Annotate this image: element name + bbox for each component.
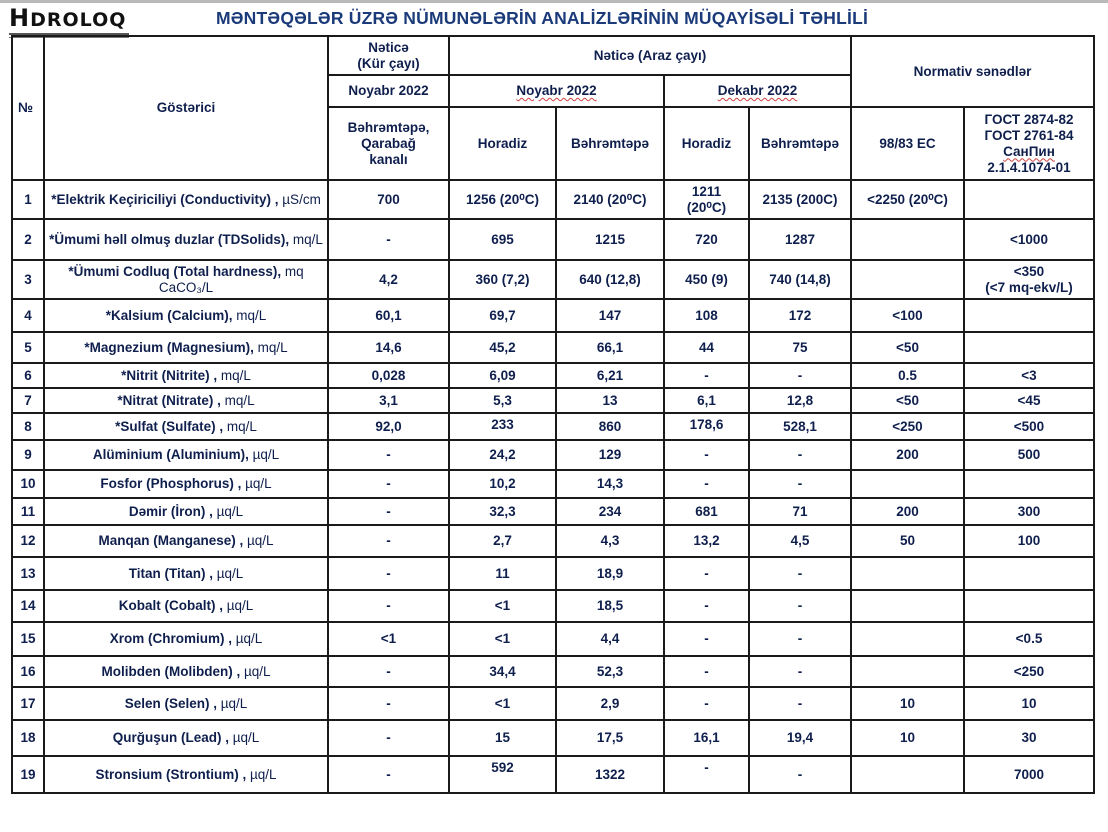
indicator-name: Kobalt (Cobalt) ,	[118, 598, 223, 613]
value-beh-dec: 4,5	[749, 525, 851, 557]
value-beh-nov: 2140 (20⁰C)	[556, 180, 664, 219]
value-ec: 10	[851, 720, 964, 756]
header-araz-nov-label: Noyabr 2022	[516, 83, 597, 98]
value-gost: <3	[964, 363, 1094, 388]
indicator-cell	[44, 590, 328, 622]
col-behramtepe-dec: Bəhrəmtəpə	[749, 107, 851, 180]
analysis-table	[11, 35, 1095, 794]
table-row	[12, 687, 1094, 720]
row-number: 13	[12, 557, 44, 590]
value-hor-nov: <1	[449, 590, 556, 622]
value-gost: <0.5	[964, 622, 1094, 656]
value-beh-dec: 19,4	[749, 720, 851, 756]
value-kur: 4,2	[328, 260, 449, 299]
value-hor-nov: 1256 (20⁰C)	[449, 180, 556, 219]
header-araz-dec-label: Dekabr 2022	[717, 83, 798, 98]
indicator-name: Dəmir (İron) ,	[128, 503, 213, 519]
table-row	[12, 590, 1094, 622]
row-number: 10	[12, 470, 44, 498]
indicator-unit: mq/L	[226, 418, 257, 434]
value-kur: -	[328, 656, 449, 687]
value-line2: (20⁰C)	[686, 199, 727, 215]
row-number: 19	[12, 756, 44, 793]
value-ec: <250	[851, 413, 964, 440]
value-hor-dec: -	[664, 622, 749, 656]
value-hor-nov: <1	[449, 622, 556, 656]
value-beh-nov: 1215	[556, 219, 664, 260]
indicator-name: *Elektrik Keçiriciliyi (Conductivity) ,	[51, 191, 279, 207]
header-kur-month: Noyabr 2022	[328, 75, 449, 107]
indicator-cell	[44, 260, 328, 299]
row-number: 14	[12, 590, 44, 622]
value-kur: 0,028	[328, 363, 449, 388]
header-kur-result-line2: (Kür çayı)	[357, 55, 420, 71]
value-gost: <45	[964, 388, 1094, 413]
value-line1: 1211	[691, 183, 722, 199]
value-kur: 3,1	[328, 388, 449, 413]
value-kur: -	[328, 557, 449, 590]
row-number: 16	[12, 656, 44, 687]
value-beh-dec: -	[749, 687, 851, 720]
header-indicator: Göstərici	[44, 36, 328, 180]
value-ec	[851, 622, 964, 656]
header-kur-result	[328, 36, 449, 75]
value-ec: 200	[851, 440, 964, 470]
indicator-unit: µq/L	[216, 565, 244, 581]
indicator-unit: µq/L	[235, 631, 263, 646]
table-row	[12, 332, 1094, 363]
row-number: 8	[12, 413, 44, 440]
value-hor-nov: 32,3	[449, 498, 556, 525]
row-number: 4	[12, 299, 44, 332]
value-ec: 0.5	[851, 363, 964, 388]
value-beh-nov: 6,21	[556, 363, 664, 388]
table-row	[12, 440, 1094, 470]
value-gost	[964, 260, 1094, 299]
value-kur: -	[328, 498, 449, 525]
value-beh-nov: 66,1	[556, 332, 664, 363]
value-gost	[964, 299, 1094, 332]
value-beh-nov: 52,3	[556, 656, 664, 687]
value-gost: 7000	[964, 756, 1094, 793]
row-number: 3	[12, 260, 44, 299]
table-row	[12, 720, 1094, 756]
table-row	[12, 219, 1094, 260]
value-beh-nov: 18,5	[556, 590, 664, 622]
value-hor-nov: 6,09	[449, 363, 556, 388]
indicator-cell	[44, 180, 328, 219]
table-row	[12, 622, 1094, 656]
value-hor-nov: 69,7	[449, 299, 556, 332]
gost-line2: (<7 mq-ekv/L)	[985, 279, 1073, 295]
value-beh-dec: -	[749, 590, 851, 622]
indicator-unit: µq/L	[216, 503, 244, 519]
indicator-unit: µq/L	[226, 598, 254, 613]
value-ec	[851, 470, 964, 498]
value-ec: <100	[851, 299, 964, 332]
indicator-name: Manqan (Manganese) ,	[98, 533, 244, 548]
page-title: MƏNTƏQƏLƏR ÜZRƏ NÜMUNƏLƏRİN ANALİZLƏRİNİN MÜQAYİSƏLİ TƏHLİLİ	[216, 8, 869, 28]
value-ec	[851, 557, 964, 590]
indicator-unit: mq/L	[224, 392, 255, 408]
value-kur: -	[328, 470, 449, 498]
value-ec	[851, 590, 964, 622]
indicator-cell	[44, 622, 328, 656]
row-number: 12	[12, 525, 44, 557]
value-ec	[851, 219, 964, 260]
indicator-unit: µq/L	[220, 695, 248, 711]
value-gost: 500	[964, 440, 1094, 470]
header-no: №	[12, 36, 44, 180]
indicator-unit: µq/L	[243, 663, 271, 679]
logo-initial: H	[9, 4, 31, 32]
col-kur-station-l3: kanalı	[369, 151, 408, 167]
value-kur: -	[328, 720, 449, 756]
indicator-name: Molibden (Molibden) ,	[101, 663, 241, 679]
value-hor-nov: 5,3	[449, 388, 556, 413]
value-hor-dec: 16,1	[664, 720, 749, 756]
table-row	[12, 525, 1094, 557]
indicator-cell	[44, 656, 328, 687]
header-araz-result: Nəticə (Araz çayı)	[449, 36, 851, 75]
indicator-cell	[44, 363, 328, 388]
value-beh-dec: -	[749, 363, 851, 388]
value-beh-dec: -	[749, 470, 851, 498]
row-number: 11	[12, 498, 44, 525]
value-beh-dec: -	[749, 440, 851, 470]
value-beh-dec: -	[749, 557, 851, 590]
indicator-unit: µq/L	[232, 730, 260, 745]
indicator-unit: mq/L	[220, 367, 251, 383]
table-row	[12, 470, 1094, 498]
value-hor-dec: -	[664, 756, 749, 793]
value-kur: -	[328, 219, 449, 260]
value-hor-nov: 11	[449, 557, 556, 590]
value-beh-nov: 13	[556, 388, 664, 413]
indicator-name: *Ümumi Codluq (Total hardness),	[68, 263, 282, 279]
header-normative: Normativ sənədlər	[851, 36, 1094, 107]
value-kur: 700	[328, 180, 449, 219]
col-gost-l1: ГОСТ 2874-82	[984, 111, 1074, 127]
value-hor-nov: 45,2	[449, 332, 556, 363]
table-row	[12, 363, 1094, 388]
value-hor-dec: -	[664, 557, 749, 590]
value-gost: <1000	[964, 219, 1094, 260]
indicator-cell	[44, 413, 328, 440]
value-gost	[964, 590, 1094, 622]
value-hor-dec: -	[664, 590, 749, 622]
col-ec: 98/83 EC	[851, 107, 964, 180]
indicator-unit: mq CaCO₃/L	[158, 263, 304, 295]
value-beh-nov: 147	[556, 299, 664, 332]
value-beh-nov: 2,9	[556, 687, 664, 720]
value-gost: 100	[964, 525, 1094, 557]
value-kur: -	[328, 756, 449, 793]
gost-line1: <350	[1013, 263, 1045, 279]
value-kur: -	[328, 590, 449, 622]
indicator-name: Selen (Selen) ,	[124, 695, 217, 711]
indicator-cell	[44, 440, 328, 470]
value-hor-nov: 2,7	[449, 525, 556, 557]
col-kur-station-l2: Qarabağ	[361, 135, 416, 151]
indicator-cell	[44, 525, 328, 557]
indicator-name: *Sulfat (Sulfate) ,	[115, 418, 224, 434]
value-hor-dec: -	[664, 687, 749, 720]
logo-rest: DROLOQ	[30, 9, 127, 31]
indicator-cell	[44, 470, 328, 498]
value-beh-dec: 740 (14,8)	[749, 260, 851, 299]
value-ec	[851, 260, 964, 299]
value-hor-dec: 44	[664, 332, 749, 363]
value-kur: -	[328, 687, 449, 720]
indicator-name: *Nitrat (Nitrate) ,	[117, 392, 221, 408]
indicator-name: Qurğuşun (Lead) ,	[112, 730, 229, 745]
indicator-name: *Nitrit (Nitrite) ,	[121, 367, 218, 383]
value-hor-nov: 24,2	[449, 440, 556, 470]
value-ec	[851, 756, 964, 793]
value-hor-nov: <1	[449, 687, 556, 720]
row-number: 5	[12, 332, 44, 363]
value-beh-nov: 17,5	[556, 720, 664, 756]
table-row	[12, 180, 1094, 219]
value-hor-nov: 34,4	[449, 656, 556, 687]
indicator-cell	[44, 299, 328, 332]
value-kur: 60,1	[328, 299, 449, 332]
logo	[9, 6, 129, 34]
value-hor-dec: -	[664, 440, 749, 470]
indicator-name: Fosfor (Phosphorus) ,	[100, 476, 242, 491]
col-behramtepe-nov: Bəhrəmtəpə	[556, 107, 664, 180]
row-number: 9	[12, 440, 44, 470]
value-hor-nov: 592	[449, 756, 556, 793]
indicator-unit: µq/L	[245, 476, 272, 491]
value-beh-nov: 4,3	[556, 525, 664, 557]
indicator-cell	[44, 388, 328, 413]
indicator-unit: mq/L	[236, 307, 267, 323]
indicator-name: Titan (Titan) ,	[128, 565, 213, 581]
value-gost: 300	[964, 498, 1094, 525]
col-gost-l3: СанПин	[1003, 143, 1055, 159]
value-kur: -	[328, 440, 449, 470]
value-gost	[964, 332, 1094, 363]
value-beh-nov: 4,4	[556, 622, 664, 656]
value-hor-nov: 15	[449, 720, 556, 756]
indicator-cell	[44, 498, 328, 525]
value-beh-nov: 640 (12,8)	[556, 260, 664, 299]
value-hor-dec: 108	[664, 299, 749, 332]
row-number: 6	[12, 363, 44, 388]
header-araz-dec	[664, 75, 851, 107]
value-beh-dec: 172	[749, 299, 851, 332]
indicator-name: Alüminium (Aluminium),	[92, 447, 249, 462]
indicator-cell	[44, 687, 328, 720]
col-horadiz-nov: Horadiz	[449, 107, 556, 180]
indicator-name: Stronsium (Strontium) ,	[95, 766, 247, 782]
row-number: 2	[12, 219, 44, 260]
value-hor-dec: 450 (9)	[664, 260, 749, 299]
row-number: 17	[12, 687, 44, 720]
value-hor-dec: 720	[664, 219, 749, 260]
indicator-unit: µq/L	[252, 447, 280, 462]
indicator-cell	[44, 756, 328, 793]
value-hor-dec: -	[664, 470, 749, 498]
indicator-name: *Kalsium (Calcium),	[105, 307, 233, 323]
value-hor-nov: 10,2	[449, 470, 556, 498]
table-row	[12, 260, 1094, 299]
value-kur: 14,6	[328, 332, 449, 363]
value-beh-nov: 18,9	[556, 557, 664, 590]
value-beh-nov: 129	[556, 440, 664, 470]
value-hor-dec: 178,6	[664, 413, 749, 440]
value-beh-dec: 75	[749, 332, 851, 363]
value-ec: 10	[851, 687, 964, 720]
table-row	[12, 557, 1094, 590]
value-hor-dec: 6,1	[664, 388, 749, 413]
row-number: 18	[12, 720, 44, 756]
value-beh-nov: 860	[556, 413, 664, 440]
indicator-unit: µq/L	[249, 766, 277, 782]
value-beh-dec: -	[749, 756, 851, 793]
value-kur: <1	[328, 622, 449, 656]
col-kur-station-l1: Bəhrəmtəpə,	[347, 119, 430, 135]
table-row	[12, 498, 1094, 525]
value-hor-dec: 13,2	[664, 525, 749, 557]
row-number: 7	[12, 388, 44, 413]
col-gost-l4: 2.1.4.1074-01	[987, 159, 1071, 175]
value-ec: <50	[851, 332, 964, 363]
indicator-cell	[44, 219, 328, 260]
value-beh-dec: 12,8	[749, 388, 851, 413]
col-gost-l2: ГОСТ 2761-84	[984, 127, 1074, 143]
value-hor-dec: 681	[664, 498, 749, 525]
value-beh-dec: 71	[749, 498, 851, 525]
value-beh-dec: -	[749, 622, 851, 656]
value-kur: -	[328, 525, 449, 557]
row-number: 1	[12, 180, 44, 219]
header-kur-result-line1: Nəticə	[368, 39, 409, 55]
value-kur: 92,0	[328, 413, 449, 440]
table-row	[12, 656, 1094, 687]
value-hor-dec	[664, 180, 749, 219]
value-gost	[964, 180, 1094, 219]
value-ec	[851, 656, 964, 687]
indicator-unit: mq/L	[257, 339, 288, 355]
value-beh-nov: 1322	[556, 756, 664, 793]
table-row	[12, 756, 1094, 793]
table-row	[12, 388, 1094, 413]
table-row	[12, 413, 1094, 440]
header-araz-nov	[449, 75, 664, 107]
value-hor-dec: -	[664, 656, 749, 687]
indicator-name: *Magnezium (Magnesium),	[84, 339, 254, 355]
value-beh-dec: 528,1	[749, 413, 851, 440]
col-gost	[964, 107, 1094, 180]
col-kur-station	[328, 107, 449, 180]
value-hor-nov: 695	[449, 219, 556, 260]
indicator-unit: µS/cm	[282, 191, 321, 207]
value-beh-nov: 14,3	[556, 470, 664, 498]
value-hor-nov: 360 (7,2)	[449, 260, 556, 299]
value-gost: <250	[964, 656, 1094, 687]
value-gost	[964, 557, 1094, 590]
value-gost: 10	[964, 687, 1094, 720]
value-beh-dec: -	[749, 656, 851, 687]
indicator-unit: µq/L	[247, 533, 274, 548]
value-ec: 200	[851, 498, 964, 525]
indicator-cell	[44, 720, 328, 756]
col-horadiz-dec: Horadiz	[664, 107, 749, 180]
value-beh-dec: 1287	[749, 219, 851, 260]
value-beh-dec: 2135 (200C)	[749, 180, 851, 219]
value-gost	[964, 470, 1094, 498]
value-gost: <500	[964, 413, 1094, 440]
top-rule	[0, 0, 1108, 3]
value-ec: <50	[851, 388, 964, 413]
value-ec: 50	[851, 525, 964, 557]
indicator-cell	[44, 557, 328, 590]
value-beh-nov: 234	[556, 498, 664, 525]
value-ec: <2250 (20⁰C)	[851, 180, 964, 219]
indicator-unit: mq/L	[292, 231, 323, 247]
row-number: 15	[12, 622, 44, 656]
table-row	[12, 299, 1094, 332]
value-gost: 30	[964, 720, 1094, 756]
value-hor-nov: 233	[449, 413, 556, 440]
logo-text	[9, 6, 129, 32]
indicator-name: Xrom (Chromium) ,	[109, 631, 232, 646]
indicator-cell	[44, 332, 328, 363]
value-hor-dec: -	[664, 363, 749, 388]
indicator-name: *Ümumi həll olmuş duzlar (TDSolids),	[49, 231, 290, 247]
